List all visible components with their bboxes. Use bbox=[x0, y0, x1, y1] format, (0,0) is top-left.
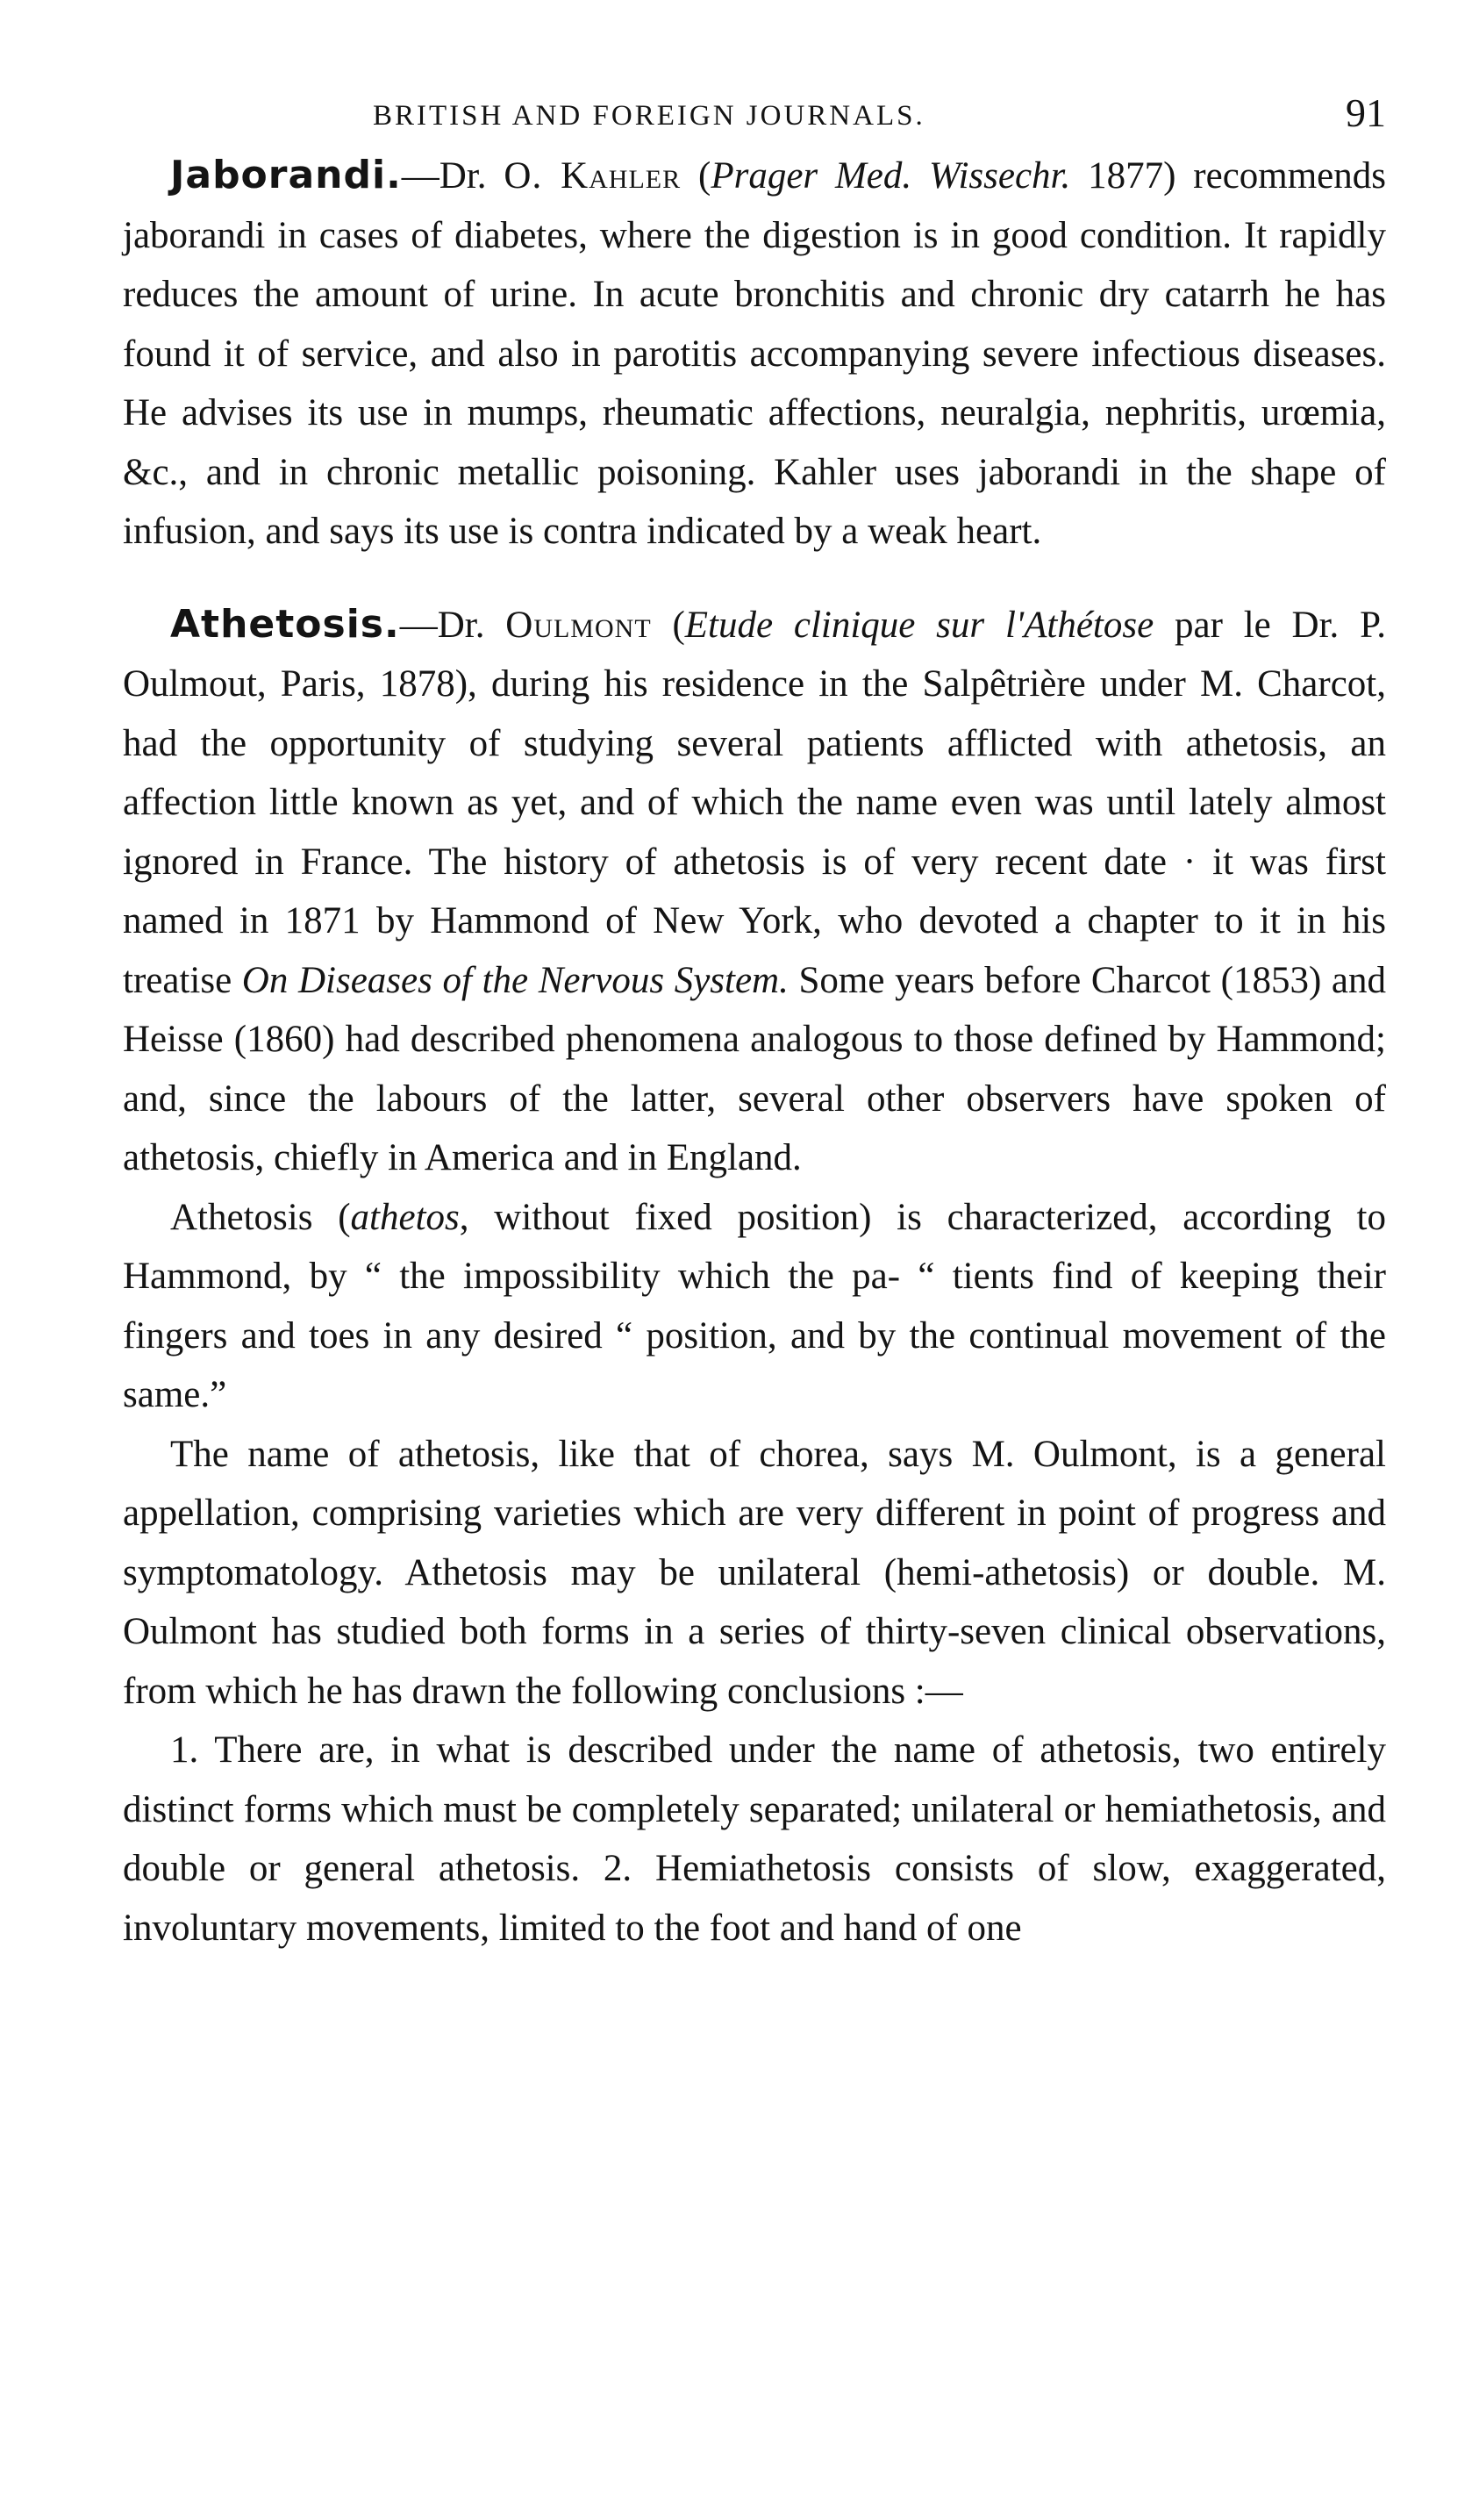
jaborandi-author: O. Kahler bbox=[504, 155, 682, 197]
jaborandi-paragraph bbox=[123, 146, 1386, 562]
athetosis-paragraph-3: The name of athetosis, like that of chorea, says M. Oulmont, is a general appellation, comprising varieties which are very different in point of progress and symptomatology. Athetosis may be unilateral (hemi-athetosis) or double. M. Oulmont has studied both forms in a series of thirty-seven clinical observations, from which he has drawn the following conclusions :— bbox=[123, 1433, 1386, 1712]
jaborandi-source: Prager Med. Wissechr. bbox=[711, 155, 1071, 197]
athetosis-source: Etude clinique sur l'Athétose bbox=[684, 604, 1154, 646]
athetosis-text-a: par le Dr. P. Oulmout, Paris, 1878), during his residence in the Salpêtrière under M. Charcot, had the opportunity of studying several patients afflicted with athetosis, an affection little known as yet, and of which the name even was until lately almost ignored in France. The history of athetosis is of very recent date · it was first named in 1871 by Hammond of New York, who devoted a chapter to it in his treatise bbox=[123, 604, 1386, 1001]
running-title: BRITISH AND FOREIGN JOURNALS. bbox=[373, 100, 925, 132]
article-athetosis bbox=[123, 595, 1386, 1958]
page-number: 91 bbox=[1346, 90, 1386, 135]
athetosis-p2-term: athetos bbox=[350, 1196, 460, 1238]
jaborandi-dash: —Dr. bbox=[401, 155, 504, 197]
jaborandi-heading: Jaborandi. bbox=[170, 153, 402, 197]
running-head bbox=[123, 84, 1386, 146]
athetosis-p2-a: Athetosis ( bbox=[170, 1196, 351, 1238]
jaborandi-body: 1877) recommends jaborandi in cases of diabetes, where the digestion is in good condition. It rapidly reduces the amount of urine. In acute bronchitis and chronic dry catarrh he has found it of service, and also in parotitis accompanying severe infectious diseases. He advises its use in mumps, rheumatic affections, neuralgia, nephritis, urœmia, &c., and in chronic metallic poisoning. Kahler uses jaborandi in the shape of infusion, and says its use is contra indicated by a weak heart. bbox=[123, 155, 1387, 552]
jaborandi-open-paren: ( bbox=[681, 155, 711, 197]
athetosis-author: Oulmont bbox=[505, 604, 652, 646]
athetosis-heading: Athetosis. bbox=[170, 601, 400, 647]
athetosis-dash: —Dr. bbox=[399, 604, 506, 646]
athetosis-text-b: Some years before Charcot (1853) and Heisse (1860) had described phenomena analogous to those defined by Hammond; and, since the labours of the latter, several other observers have spoken of athetosis, chiefly in America and in England. bbox=[123, 959, 1386, 1178]
article-jaborandi bbox=[123, 146, 1386, 562]
athetosis-paragraph-1 bbox=[123, 595, 1386, 1188]
athetosis-paragraph-4: 1. There are, in what is described under the name of athetosis, two entirely distinct forms which must be completely separated; unilateral or hemiathetosis, and double or general athetosis. 2. Hemiathetosis consists of slow, exaggerated, involuntary movements, limited to the foot and hand of one bbox=[123, 1729, 1386, 1949]
athetosis-paragraph-2 bbox=[123, 1188, 1386, 1425]
athetosis-p2-b: , without fixed position) is characterized, according to Hammond, by “ the impossibility which the pa- “ tients find of keeping their fingers and toes in any desired “ position, and by the continual movement of the same.” bbox=[123, 1196, 1386, 1415]
athetosis-book-title: On Diseases of the Nervous System. bbox=[241, 959, 789, 1001]
athetosis-open-paren: ( bbox=[651, 604, 685, 646]
book-page bbox=[123, 84, 1386, 1958]
